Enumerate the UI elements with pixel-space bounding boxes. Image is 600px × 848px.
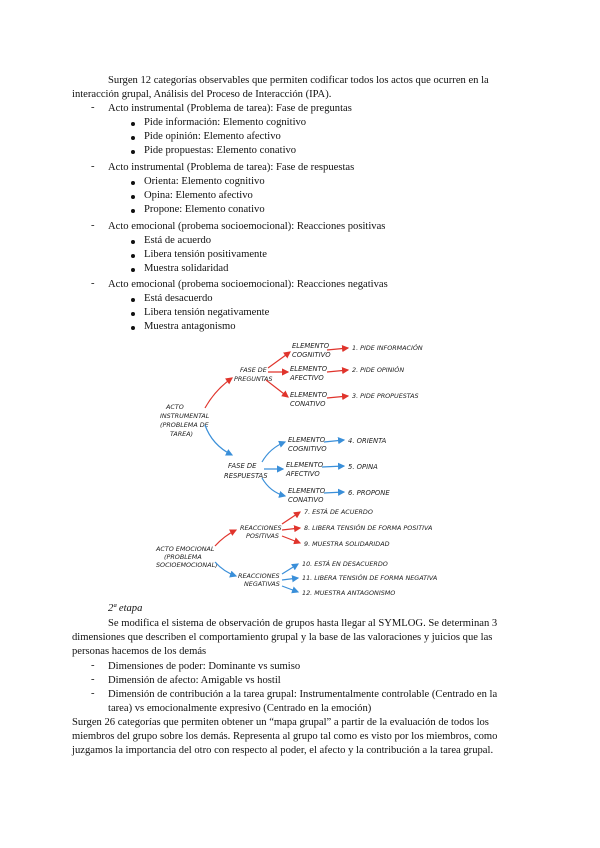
q-result: 2. PIDE OPINIÓN — [352, 366, 405, 374]
diagram-label: SOCIOEMOCIONAL) — [156, 561, 218, 569]
list-item: Opina: Elemento afectivo — [144, 190, 253, 201]
r-result: 5. OPINA — [348, 463, 378, 471]
r-result: 4. ORIENTA — [348, 437, 387, 445]
arrow-red — [282, 528, 300, 530]
section-title: 2ª etapa — [108, 603, 143, 614]
arrow-blue — [262, 442, 285, 462]
diagram-label: ACTO EMOCIONAL — [156, 545, 215, 553]
diagram-label: TAREA) — [170, 430, 194, 438]
arrow-red — [327, 396, 348, 398]
diagram-label: AFECTIVO — [290, 374, 324, 382]
dash-marker: - — [91, 278, 95, 289]
list-item: Propone: Elemento conativo — [144, 204, 265, 215]
group-heading: Acto instrumental (Problema de tarea): Fase de preguntas — [108, 103, 352, 114]
dash-marker: - — [91, 674, 95, 685]
q-result: 3. PIDE PROPUESTAS — [352, 392, 419, 400]
reacciones-negativas-node — [238, 572, 280, 588]
dash-marker: - — [91, 220, 95, 231]
r-element-conativo — [288, 487, 326, 504]
arrow-red — [215, 530, 236, 546]
q-element-conativo — [290, 391, 328, 408]
arrow-blue — [324, 492, 344, 493]
paragraph-line: Se modifica el sistema de observación de grupos hasta llegar al SYMLOG. Se determinan 3 — [108, 618, 498, 629]
diagram-label: ELEMENTO — [292, 342, 330, 350]
arrow-blue — [282, 586, 298, 592]
q-element-cognitivo — [292, 342, 331, 359]
arrow-red — [266, 380, 288, 397]
r-element-afectivo — [285, 461, 324, 478]
list-item: Está de acuerdo — [144, 235, 212, 246]
pos-result: 9. MUESTRA SOLIDARIDAD — [304, 540, 390, 548]
diagram-label: RESPUESTAS — [224, 472, 268, 480]
fase-respuestas-node — [224, 462, 268, 480]
list-item: Pide opinión: Elemento afectivo — [144, 131, 281, 142]
diagram-label: POSITIVAS — [246, 532, 279, 540]
q-element-afectivo — [289, 365, 328, 382]
diagram-label: ELEMENTO — [290, 391, 328, 399]
paragraph-line: personas hacemos de los demás — [72, 646, 207, 657]
neg-result: 11. LIBERA TENSIÓN DE FORMA NEGATIVA — [302, 574, 438, 582]
r-result: 6. PROPONE — [348, 489, 390, 497]
diagram-label: FASE DE — [240, 366, 267, 374]
list-item: Libera tensión positivamente — [144, 249, 267, 260]
reacciones-positivas-node — [240, 524, 282, 540]
diagram-label: ELEMENTO — [286, 461, 324, 469]
diagram-label: REACCIONES — [238, 572, 280, 580]
pos-result: 8. LIBERA TENSIÓN DE FORMA POSITIVA — [304, 524, 433, 532]
list-item: Orienta: Elemento cognitivo — [144, 176, 265, 187]
diagram-label: ELEMENTO — [290, 365, 328, 373]
q-result: 1. PIDE INFORMACIÓN — [352, 344, 423, 352]
neg-result: 12. MUESTRA ANTAGONISMO — [302, 589, 396, 597]
dimension-item-cont: tarea) vs emocionalmente expresivo (Centrado en la emoción) — [108, 703, 372, 714]
list-item: Muestra solidaridad — [144, 263, 229, 274]
diagram-label: (PROBLEMA — [164, 553, 202, 561]
group-heading: Acto emocional (probema socioemocional): Reacciones positivas — [108, 221, 386, 232]
diagram-label: PREGUNTAS — [234, 375, 273, 383]
arrow-red — [205, 378, 232, 408]
arrow-blue — [282, 578, 298, 580]
diagram-label: FASE DE — [228, 462, 257, 470]
diagram-label: CONATIVO — [288, 496, 324, 504]
dash-marker: - — [91, 660, 95, 671]
dash-marker: - — [91, 161, 95, 172]
neg-result: 10. ESTÁ EN DESACUERDO — [302, 560, 388, 568]
list-item: Está desacuerdo — [144, 293, 213, 304]
dash-marker: - — [91, 688, 95, 699]
list-item: Muestra antagonismo — [144, 321, 236, 332]
intro-line-2: interacción grupal, Análisis del Proceso de Interacción (IPA). — [72, 89, 332, 100]
paragraph-line: miembros del grupo sobre los demás. Representa al grupo tal como es visto por los miembros, como — [72, 731, 498, 742]
group-heading: Acto emocional (probema socioemocional): Reacciones negativas — [108, 279, 388, 290]
dash-marker: - — [91, 102, 95, 113]
arrow-blue — [262, 478, 285, 496]
list-item: Libera tensión negativamente — [144, 307, 270, 318]
diagram-label: ACTO — [166, 403, 184, 411]
diagram-label: CONATIVO — [290, 400, 326, 408]
paragraph-line: dimensiones que describen el comportamiento grupal y la base de las valoraciones y juicios que las — [72, 632, 493, 643]
arrow-red — [327, 370, 348, 372]
intro-line-1: Surgen 12 categorías observables que permiten codificar todos los actos que ocurren en la — [108, 75, 489, 86]
arrow-red — [282, 512, 300, 524]
arrow-blue — [205, 425, 232, 455]
diagram-label: COGNITIVO — [288, 445, 327, 453]
arrow-red — [327, 348, 348, 350]
dimension-item: Dimensión de afecto: Amigable vs hostil — [108, 675, 281, 686]
arrow-blue — [215, 562, 236, 576]
arrow-red — [268, 352, 290, 368]
dimension-item: Dimensión de contribución a la tarea grupal: Instrumentalmente controlable (Centrado en la — [108, 689, 498, 700]
list-item: Pide propuestas: Elemento conativo — [144, 145, 297, 156]
diagram-label: NEGATIVAS — [244, 580, 280, 588]
pos-result: 7. ESTÁ DE ACUERDO — [304, 508, 373, 516]
diagram-label: COGNITIVO — [292, 351, 331, 359]
diagram-label: ELEMENTO — [288, 487, 326, 495]
arrow-red — [282, 536, 300, 543]
root-emocional-node — [155, 545, 218, 569]
diagram-label: REACCIONES — [240, 524, 282, 532]
diagram-label: (PROBLEMA DE — [160, 421, 209, 429]
group-heading: Acto instrumental (Problema de tarea): Fase de respuestas — [108, 162, 355, 173]
list-item: Pide información: Elemento cognitivo — [144, 117, 307, 128]
arrow-blue — [324, 440, 344, 442]
arrow-blue — [322, 466, 344, 467]
diagram-label: ELEMENTO — [288, 436, 326, 444]
r-element-cognitivo — [288, 436, 327, 453]
paragraph-line: juzgamos la importancia del otro con respecto al poder, el afecto y la contribución a la tarea grupal. — [72, 745, 494, 756]
dimension-item: Dimensiones de poder: Dominante vs sumiso — [108, 661, 301, 672]
diagram-label: INSTRUMENTAL — [160, 412, 210, 420]
paragraph-line: Surgen 26 categorías que permiten obtener un “mapa grupal” a partir de la evaluación de todos los — [72, 717, 489, 728]
diagram-label: AFECTIVO — [286, 470, 320, 478]
root-instrumental-node — [160, 403, 210, 438]
arrow-blue — [282, 564, 298, 574]
